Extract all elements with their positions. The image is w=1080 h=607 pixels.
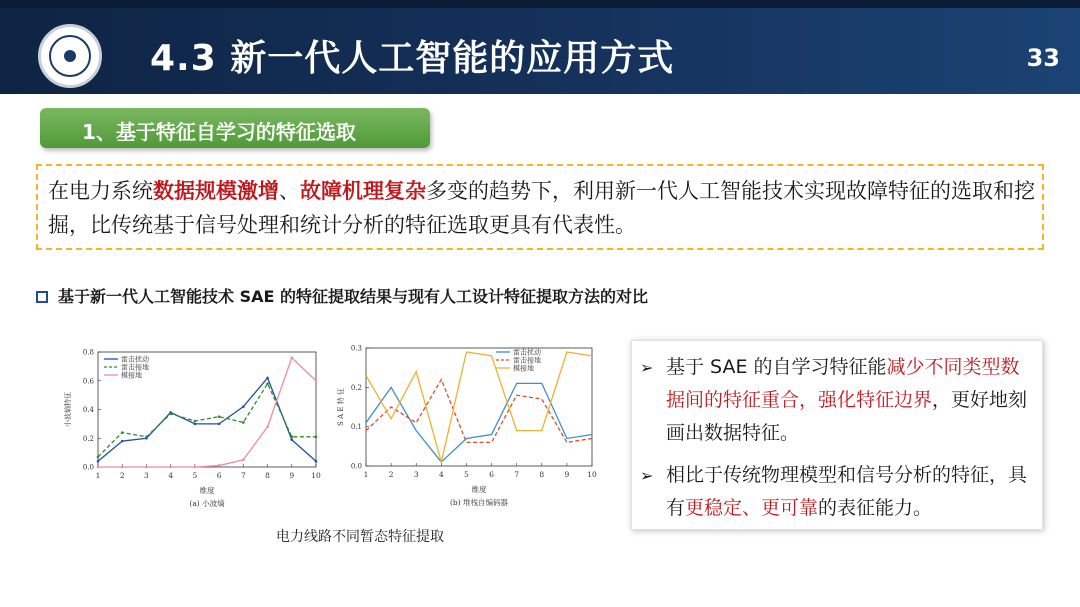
conclusion-box bbox=[631, 340, 1043, 530]
intro-text bbox=[48, 174, 1038, 242]
x-tick-label: 2 bbox=[388, 470, 394, 479]
slide-header bbox=[0, 0, 1080, 94]
plot-frame bbox=[366, 348, 592, 466]
sae-feature-chart bbox=[334, 340, 602, 517]
x-tick-label: 3 bbox=[413, 470, 419, 479]
data-point bbox=[218, 464, 221, 467]
data-point bbox=[266, 382, 269, 385]
data-point bbox=[145, 466, 148, 469]
y-axis-label: S A E 特 征 bbox=[337, 388, 345, 426]
x-tick-label: 10 bbox=[311, 471, 321, 480]
intro-box bbox=[36, 164, 1044, 250]
data-point bbox=[266, 425, 269, 428]
intro-text-part: 在电力系统 bbox=[48, 179, 153, 203]
data-point bbox=[242, 405, 245, 408]
intro-highlight: 数据规模激增 bbox=[153, 179, 279, 203]
x-tick-label: 8 bbox=[265, 471, 270, 480]
legend-label: 雷击扰动 bbox=[513, 348, 541, 357]
data-point bbox=[121, 431, 124, 434]
data-point bbox=[194, 466, 197, 469]
section-label bbox=[40, 108, 430, 148]
intro-text-part: 多变的趋势下，利用新一代人工智能技术实现故障特征的选取和挖掘，比传统基于信号处理和统计分析的特征选取更具有代表性。 bbox=[48, 179, 1035, 237]
x-tick-label: 1 bbox=[363, 470, 369, 479]
y-tick-label: 0.2 bbox=[350, 383, 362, 392]
y-tick-label: 0.1 bbox=[350, 423, 362, 432]
data-point bbox=[218, 415, 221, 418]
university-logo bbox=[38, 24, 102, 88]
legend-label: 模接地 bbox=[513, 364, 534, 373]
chart-caption: (b) 堆栈自编码器 bbox=[449, 498, 509, 507]
data-point bbox=[97, 456, 100, 459]
legend-label: 雷击接地 bbox=[121, 363, 149, 372]
y-tick-label: 0.6 bbox=[82, 377, 94, 386]
comparison-heading-text: 基于新一代人工智能技术 SAE 的特征提取结果与现有人工设计特征提取方法的对比 bbox=[58, 287, 648, 306]
x-axis-label: 维度 bbox=[471, 485, 487, 494]
section-label-text: 1、基于特征自学习的特征选取 bbox=[82, 120, 356, 144]
x-tick-label: 2 bbox=[119, 471, 125, 480]
x-tick-label: 1 bbox=[95, 471, 101, 480]
intro-highlight: 故障机理复杂 bbox=[300, 179, 426, 203]
data-point bbox=[194, 423, 197, 426]
x-tick-label: 6 bbox=[489, 470, 494, 479]
conclusion-text: 相比于传统物理模型和信号分析的特征，具有 bbox=[666, 464, 1028, 519]
y-tick-label: 0.0 bbox=[82, 463, 94, 472]
data-point bbox=[145, 436, 148, 439]
wavelet-entropy-chart bbox=[58, 342, 328, 517]
data-point bbox=[97, 460, 100, 463]
figure-caption: 电力线路不同暂态特征提取 bbox=[276, 529, 444, 545]
x-tick-label: 10 bbox=[587, 470, 597, 479]
data-point bbox=[315, 460, 318, 463]
y-tick-label: 0.3 bbox=[350, 344, 362, 353]
logo-core bbox=[64, 50, 76, 62]
x-tick-label: 7 bbox=[240, 471, 246, 480]
data-point bbox=[194, 420, 197, 423]
y-axis-label: 小波熵特征 bbox=[64, 392, 72, 427]
conclusion-highlight: 减少不同类型数据间的特征重合，强化特征边界 bbox=[666, 356, 1020, 411]
arrow-bullet-icon: ➢ bbox=[640, 466, 654, 485]
data-point bbox=[242, 421, 245, 424]
data-point bbox=[169, 466, 172, 469]
data-point bbox=[290, 356, 293, 359]
x-tick-label: 7 bbox=[514, 470, 520, 479]
data-point bbox=[315, 436, 318, 439]
x-tick-label: 5 bbox=[464, 470, 469, 479]
x-tick-label: 9 bbox=[289, 471, 295, 480]
x-tick-label: 8 bbox=[539, 470, 545, 479]
data-point bbox=[218, 423, 221, 426]
data-point bbox=[97, 466, 100, 469]
conclusion-text: 的表征能力。 bbox=[818, 497, 933, 519]
intro-text-part: 、 bbox=[279, 179, 300, 203]
data-point bbox=[242, 459, 245, 462]
conclusion-item bbox=[640, 459, 1038, 525]
y-tick-label: 0.2 bbox=[82, 434, 94, 443]
data-point bbox=[266, 377, 269, 380]
x-axis-label: 维度 bbox=[199, 486, 215, 495]
legend-label: 雷击接地 bbox=[513, 356, 541, 365]
page-number: 33 bbox=[1026, 44, 1060, 72]
chart-caption: (a) 小波熵 bbox=[189, 499, 225, 508]
x-tick-label: 6 bbox=[216, 471, 222, 480]
comparison-heading bbox=[36, 284, 648, 307]
data-point bbox=[315, 379, 318, 382]
conclusion-item bbox=[640, 351, 1038, 450]
x-tick-label: 3 bbox=[144, 471, 149, 480]
y-tick-label: 0.4 bbox=[82, 406, 94, 414]
data-point bbox=[290, 438, 293, 441]
conclusion-highlight: 更稳定、更可靠 bbox=[685, 497, 819, 519]
logo-ring bbox=[49, 35, 91, 77]
data-point bbox=[121, 466, 124, 469]
y-tick-label: 0.8 bbox=[82, 348, 94, 357]
x-tick-label: 5 bbox=[192, 471, 198, 480]
header-top-band bbox=[0, 0, 1080, 8]
x-tick-label: 4 bbox=[438, 470, 444, 479]
y-tick-label: 0.0 bbox=[350, 462, 362, 471]
arrow-bullet-icon: ➢ bbox=[640, 358, 654, 377]
x-tick-label: 4 bbox=[168, 471, 174, 480]
data-point bbox=[169, 413, 172, 416]
slide-title: 4.3 新一代人工智能的应用方式 bbox=[150, 38, 675, 79]
data-point bbox=[290, 436, 293, 439]
legend-label: 模接地 bbox=[121, 371, 142, 380]
square-bullet-icon bbox=[36, 291, 48, 303]
conclusion-text: ，更好地刻画出数据特征。 bbox=[666, 389, 1028, 444]
x-tick-label: 9 bbox=[564, 470, 570, 479]
conclusion-text: 基于 SAE 的自学习特征能 bbox=[666, 356, 887, 378]
legend-label: 雷击扰动 bbox=[121, 355, 149, 364]
data-point bbox=[121, 440, 124, 443]
